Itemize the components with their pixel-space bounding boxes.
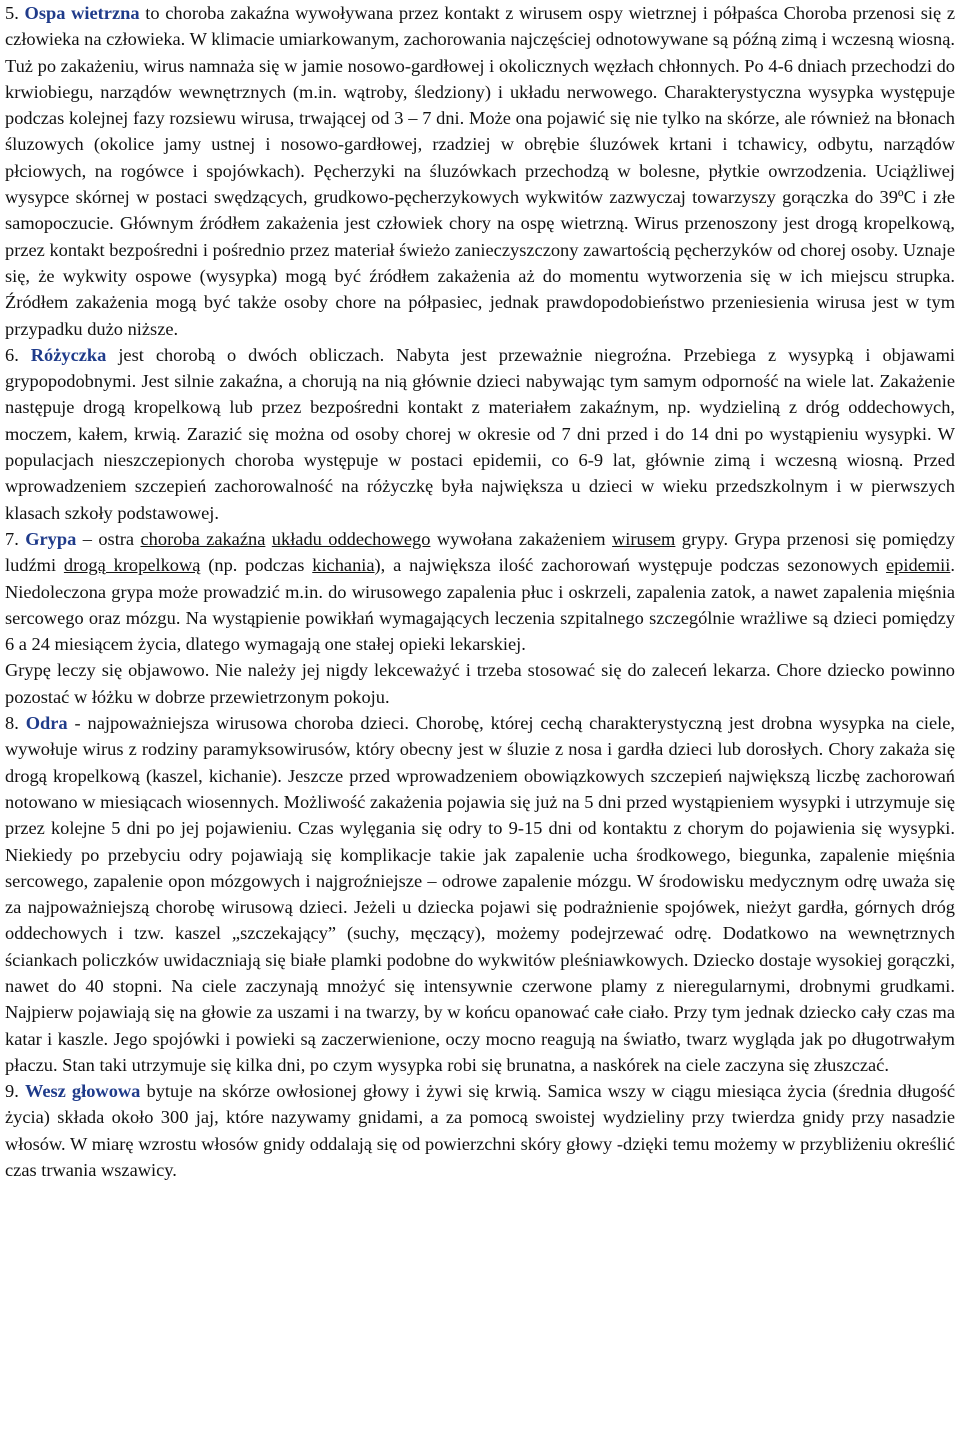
section-text: bytuje na skórze owłosionej głowy i żywi się krwią. Samica wszy w ciągu miesiąca życia (średnia długość życia) składa około 300 jaj, które nazywamy gnidami, a za pomocą swoistej wydzieliny przy twierdza gnidy przy nasadzie włosów. W miarę wzrostu włosów gnidy oddalają się od powierzchni skóry głowy -dzięki temu możemy w przybliżeniu określić czas trwania wszawicy. xyxy=(5,1081,956,1181)
section-text: to choroba zakaźna wywoływana przez kontakt z wirusem ospy wietrznej i półpaśca Choroba przenosi się z człowieka na człowieka. W klimacie umiarkowanym, zachorowania najczęściej odnotowywane są późną zimą i wczesną wiosną. Tuż po zakażeniu, wirus namnaża się w jamie nosowo-gardłowej i okolicznych węzłach chłonnych. Po 4-6 dniach przechodzi do krwiobiegu, narządów wewnętrznych (m.in. wątroby, śledziony) i układu nerwowego. Charakterystyczna wysypka występuje podczas kolejnej fazy rozsiewu wirusa, trwającej od 3 – 7 dni. Może ona pojawić się nie tylko na skórze, ale również na błonach śluzowych (okolice jamy ustnej i nosowo-gardłowej, rzadziej w obrębie śluzówek krtani i tchawicy, odbytu, narządów płciowych, na rogówce i spojówkach). Pęcherzyki na śluzówkach przechodzą w bolesne, płytkie owrzodzenia. Uciążliwej wysypce skórnej w postaci swędzących, grudkowo-pęcherzykowych wykwitów zazwyczaj towarzyszy gorączka do 39ºC i złe samopoczucie. Głównym źródłem zakażenia jest człowiek chory na ospę wietrzną. Wirus przenoszony jest drogą kropelkową, przez kontakt bezpośredni i pośrednio przez materiał świeżo zanieczyszczony zawartością pęcherzyków od chorej osoby. Uznaje się, że wykwity ospowe (wysypka) mogą być źródłem zakażenia aż do momentu wytworzenia się w ich miejscu strupka. Źródłem zakażenia mogą być także osoby chore na półpasiec, jednak prawdopodobieństwo przeniesienia wirusa jest w tym przypadku dużo niższe. xyxy=(5,3,956,339)
section-text: grypy. Grypa przenosi się pomiędzy ludźmi xyxy=(5,528,955,576)
section-number: 9. xyxy=(5,1081,25,1102)
link-uklad-oddechowy[interactable]: układu oddechowego xyxy=(271,528,431,549)
link-choroba-zakazna[interactable]: choroba zakaźna xyxy=(140,528,266,549)
section-number: 5. xyxy=(5,3,25,23)
section-ospa-wietrzna xyxy=(5,0,955,342)
link-wirus[interactable]: wirusem xyxy=(612,528,676,549)
link-droga-kropelkowa[interactable]: drogą kropelkową xyxy=(63,555,201,576)
section-number: 6. xyxy=(5,344,31,365)
section-number: 7. xyxy=(5,528,26,549)
section-text: . Niedoleczona grypa może prowadzić m.in. do wirusowego zapalenia płuc i oskrzeli, zapalenia zatok, a nawet zapalenia mięśnia sercowego oraz mózgu. Na wystąpienie powikłań wymagających leczenia szpitalnego szczególnie wrażliwe są dzieci pomiędzy 6 a 24 miesiącem życia, dlatego wymagają one stałej opieki lekarskiej. xyxy=(5,555,955,655)
link-kichanie[interactable]: kichania xyxy=(312,555,375,576)
section-text: jest chorobą o dwóch obliczach. Nabyta jest przeważnie niegroźna. Przebiega z wysypką i objawami grypopodobnymi. Jest silnie zakaźna, a chorują na nią głównie dzieci nabywając tym samym odporność na wiele lat. Zakażenie następuje drogą kropelkową lub przez bezpośredni kontakt z materiałem zakaźnym, np. wydzieliną z dróg oddechowych, moczem, kałem, krwią. Zarazić się można od osoby chorej w okresie od 7 dni przed i do 14 dni po wystąpieniu wysypki. W populacjach nieszczepionych choroba występuje w postaci epidemii, co 6-9 lat, głównie zimą i wczesną wiosną. Przed wprowadzeniem szczepień zachorowalność na różyczkę była największa u dzieci w wieku przedszkolnym i w pierwszych klasach szkoły podstawowej. xyxy=(5,344,956,523)
section-term: Wesz głowowa xyxy=(24,1081,141,1102)
section-odra xyxy=(5,710,955,1078)
section-text: - najpoważniejsza wirusowa choroba dzieci. Chorobę, której cechą charakterystyczną jest drobna wysypka na ciele, wywołuje wirus z rodziny paramyksowirusów, który obecny jest w śluzie z nosa i gardła dzieci lub dorosłych. Chory zakaża się drogą kropelkową (kaszel, kichanie). Jeszcze przed wprowadzeniem obowiązkowych szczepień największą liczbę zachorowań notowano w miesiącach wiosennych. Możliwość zakażenia pojawia się już na 5 dni przed wystąpieniem wysypki i utrzymuje się przez kolejne 5 dni po jej pojawieniu. Czas wylęgania się odry to 9-15 dni od kontaktu z chorym do pojawienia się wysypki. Niekiedy po przebyciu odry pojawiają się komplikacje takie jak zapalenie ucha środkowego, biegunka, zapalenie mięśnia sercowego, zapalenie opon mózgowych i najgroźniejsze – odrowe zapalenie mózgu. W środowisku medycznym odrę uważa się za najpoważniejszą chorobę wirusową dzieci. Jeżeli u dziecka pojawi się podrażnienie spojówek, nieżyt gardła, górnych dróg oddechowych i tzw. kaszel „szczekający” (suchy, męczący), możemy podejrzewać odrę. Dodatkowo na wewnętrznych ściankach policzków uwidaczniają się białe plamki podobne do wykwitów pleśniawkowych. Dziecko dostaje wysokiej gorączki, nawet do 40 stopni. Na ciele zaczynają mnożyć się intensywnie czerwone plamy z nieregularnymi, drobnymi grudkami. Najpierw pojawiają się na głowie za uszami i na twarzy, by w końcu opanować całe ciało. Przy tym jednak dziecko cały czas ma katar i kaszle. Jego spojówki i powieki są zaczerwienione, oczy mocno reagują na światło, twarz wygląda jak po długotrwałym płaczu. Stan taki utrzymuje się kilka dni, po czym wysypka robi się brunatna, a naskórek na ciele zaczyna się złuszczać. xyxy=(5,713,955,1075)
section-term: Odra xyxy=(25,713,68,734)
section-text: (np. podczas xyxy=(200,555,313,576)
section-rozyczka xyxy=(5,342,955,526)
section-term: Różyczka xyxy=(30,344,107,365)
link-epidemia[interactable]: epidemii xyxy=(886,555,951,576)
section-text: – ostra xyxy=(76,528,141,549)
section-wesz-glowowa xyxy=(5,1078,955,1183)
section-number: 8. xyxy=(5,713,26,734)
section-grypa-leczenie: Grypę leczy się objawowo. Nie należy jej nigdy lekceważyć i trzeba stosować się do zaleceń lekarza. Chore dziecko powinno pozostać w łóżku w dobrze przewietrzonym pokoju. xyxy=(5,660,955,707)
section-text: ), a największa ilość zachorowań występuje podczas sezonowych xyxy=(374,555,887,576)
section-grypa xyxy=(5,526,955,657)
section-text: wywołana zakażeniem xyxy=(430,528,613,549)
section-term: Grypa xyxy=(25,528,77,549)
section-term: Ospa wietrzna xyxy=(24,3,140,23)
